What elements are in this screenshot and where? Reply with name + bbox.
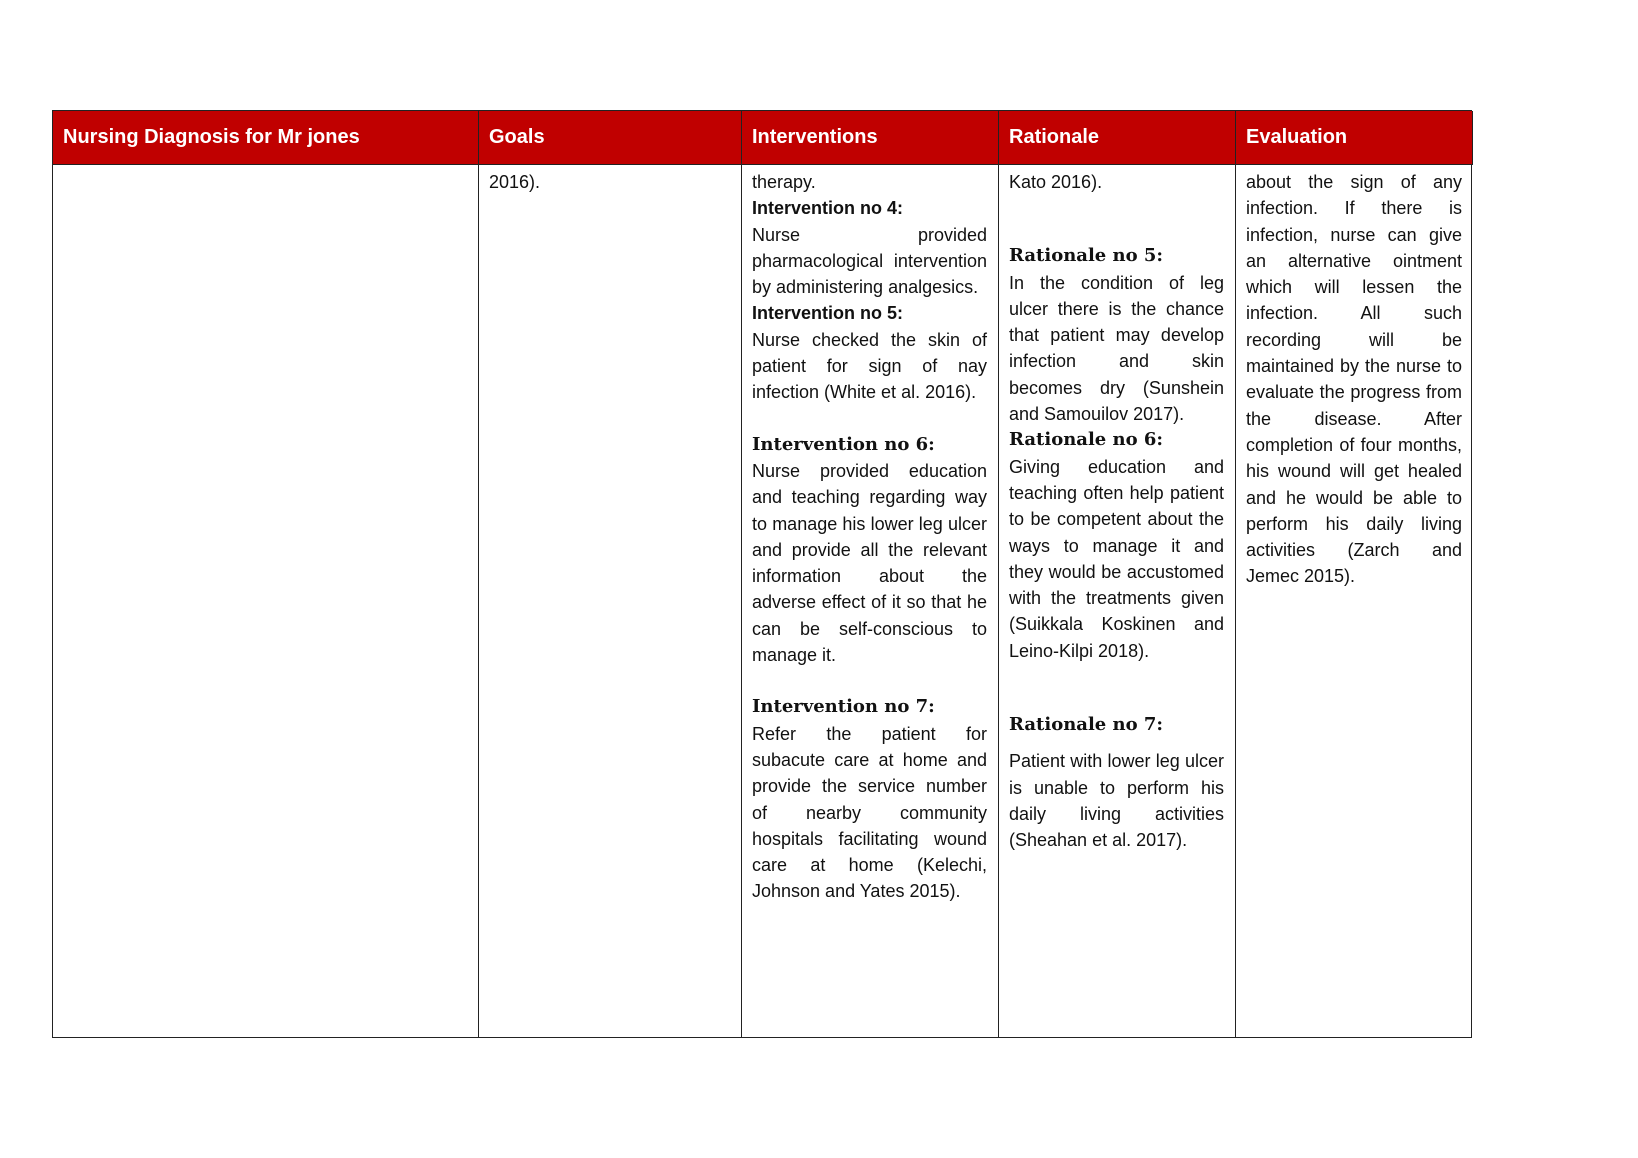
rationale-6-text: Giving education and teaching often help patient to be competent about the ways to manage it and they would be accustomed with the treatments given (Suikkala Koskinen and Leino-Kilpi 2018). <box>1009 456 1224 661</box>
header-interventions: Interventions <box>742 111 999 165</box>
rationale-lead: Kato 2016). <box>1009 172 1103 192</box>
interventions-lead: therapy. <box>752 172 816 192</box>
header-rationale: Rationale <box>999 111 1236 165</box>
header-evaluation: Evaluation <box>1236 111 1473 165</box>
nursing-care-plan-table <box>52 110 1472 1038</box>
header-goals: Goals <box>479 111 742 165</box>
intervention-5-text: Nurse checked the skin of patient for sign of nay infection (White et al. 2016). <box>752 329 987 403</box>
rationale-5-title: Rationale no 5: <box>1009 245 1164 267</box>
cell-diagnosis <box>53 165 479 1037</box>
rationale-7-text: Patient with lower leg ulcer is unable to perform his daily living activities (Sheahan et al. 2017). <box>1009 751 1224 851</box>
cell-interventions <box>742 165 999 1037</box>
intervention-4-text: Nurse provided pharmacological intervention by administering analgesics. <box>752 224 987 298</box>
intervention-6-text: Nurse provided education and teaching regarding way to manage his lower leg ulcer and provide all the relevant information about the adverse effect of it so that he can be self-conscious to manage it. <box>752 460 987 666</box>
intervention-7-text: Refer the patient for subacute care at home and provide the service number of nearby community hospitals facilitating wound care at home (Kelechi, Johnson and Yates 2015). <box>752 723 987 902</box>
evaluation-text: about the sign of any infection. If there is infection, nurse can give an alternative ointment which will lessen the infection. All such recording will be maintained by the nurse to evaluate the progress from the disease. After completion of four months, his wound will get healed and he would be able to perform his daily living activities (Zarch and Jemec 2015). <box>1246 172 1462 587</box>
intervention-5-title: Intervention no 5: <box>752 303 904 324</box>
intervention-4-title: Intervention no 4: <box>752 198 904 219</box>
rationale-7-title: Rationale no 7: <box>1009 714 1164 736</box>
cell-goals <box>479 165 742 1037</box>
goals-text: 2016). <box>489 172 541 192</box>
intervention-6-title: Intervention no 6: <box>752 433 935 455</box>
cell-evaluation <box>1236 165 1473 1037</box>
rationale-5-text: In the condition of leg ulcer there is the chance that patient may develop infection and skin becomes dry (Sunshein and Samouilov 2017). <box>1009 272 1224 425</box>
header-diagnosis: Nursing Diagnosis for Mr jones <box>53 111 479 165</box>
intervention-7-title: Intervention no 7: <box>752 696 935 718</box>
cell-rationale <box>999 165 1236 1037</box>
rationale-6-title: Rationale no 6: <box>1009 429 1164 451</box>
